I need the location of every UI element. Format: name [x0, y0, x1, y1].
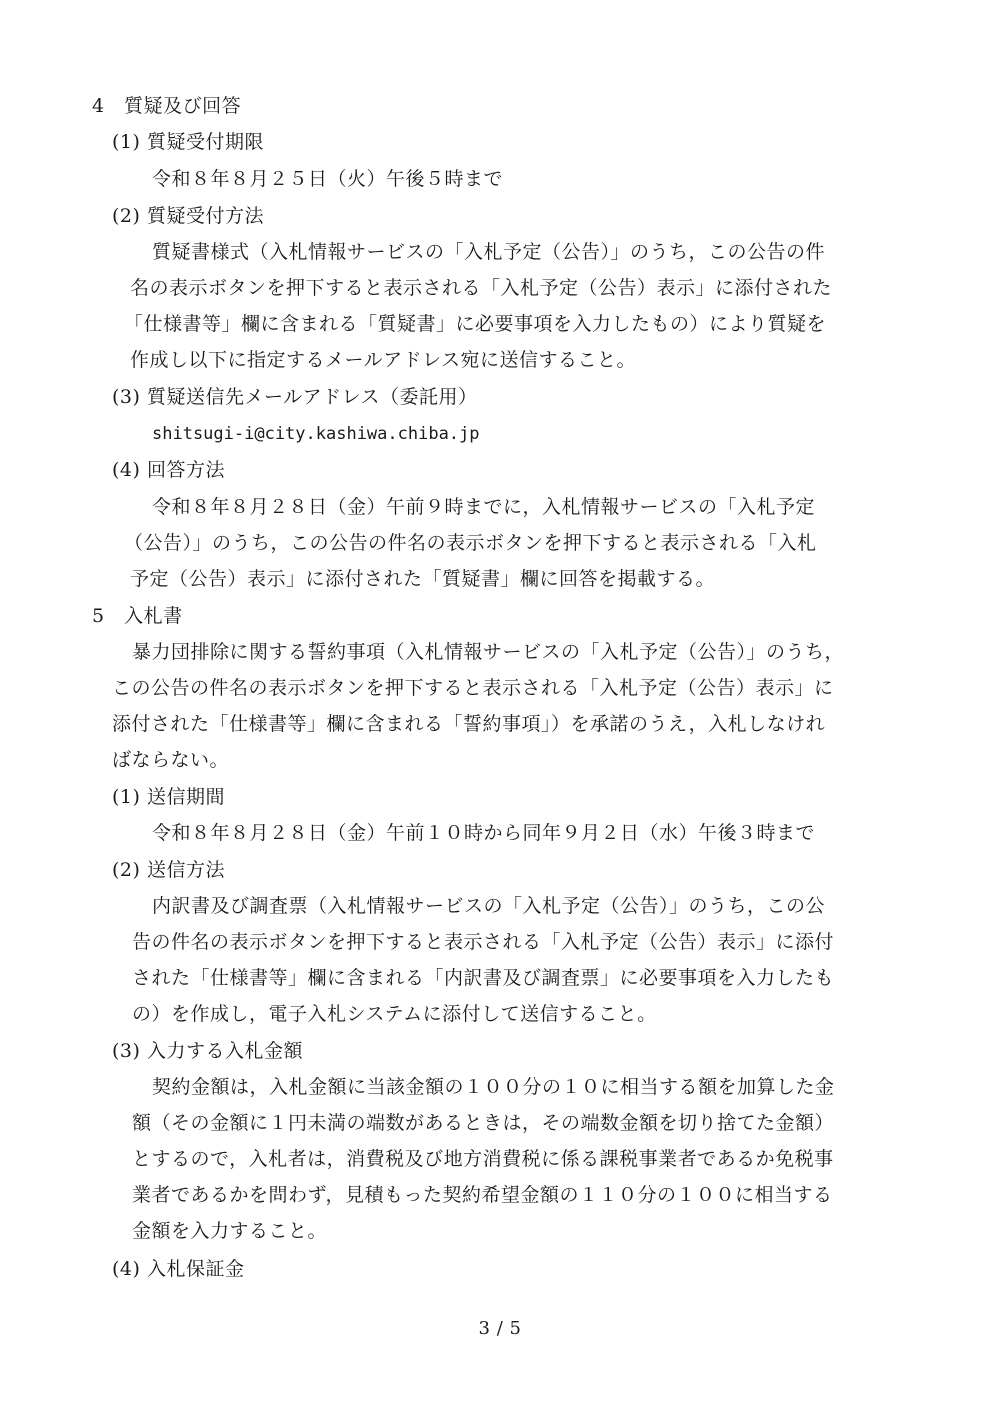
section-5-item-3-line: 業者であるかを問わず，見積もった契約希望金額の１１０分の１００に相当する [132, 1184, 833, 1206]
section-5-item-2-line: 内訳書及び調査票（入札情報サービスの「入札予定（公告）」のうち，この公 [152, 895, 826, 917]
section-5-item-2-line: の）を作成し，電子入札システムに添付して送信すること。 [132, 1003, 657, 1025]
section-5-heading: 5 入札書 [92, 605, 183, 627]
section-4-item-2-line: 「仕様書等」欄に含まれる「質疑書」に必要事項を入力したもの）により質疑を [124, 313, 827, 335]
section-4-heading: 4 質疑及び回答 [92, 95, 242, 117]
section-4-item-4-line: 予定（公告）表示」に添付された「質疑書」欄に回答を掲載する。 [130, 568, 716, 590]
section-4-item-1-label: (1) 質疑受付期限 [112, 131, 264, 153]
section-4-item-2-line: 名の表示ボタンを押下すると表示される「入札予定（公告）表示」に添付された [130, 277, 833, 299]
section-5-item-3-line: 額（その金額に１円未満の端数があるときは，その端数金額を切り捨てた金額） [132, 1112, 835, 1134]
section-4-item-2-label: (2) 質疑受付方法 [112, 205, 264, 227]
section-5-item-3-label: (3) 入力する入札金額 [112, 1040, 303, 1062]
section-5-intro-line: 暴力団排除に関する誓約事項（入札情報サービスの「入札予定（公告）」のうち， [132, 641, 845, 663]
section-5-intro-line: 添付された「仕様書等」欄に含まれる「誓約事項」）を承諾のうえ，入札しなけれ [112, 713, 826, 735]
email-address: shitsugi-i@city.kashiwa.chiba.jp [152, 424, 480, 444]
section-5-item-3-line: 金額を入力すること。 [132, 1220, 328, 1242]
section-4-item-2-line: 質疑書様式（入札情報サービスの「入札予定（公告）」のうち，この公告の件 [152, 241, 826, 263]
section-5-item-4-label: (4) 入札保証金 [112, 1258, 245, 1280]
section-4-item-4-line: （公告）」のうち，この公告の件名の表示ボタンを押下すると表示される「入札 [124, 532, 817, 554]
section-4-item-4-label: (4) 回答方法 [112, 459, 225, 481]
section-5-item-1-body: 令和８年８月２８日（金）午前１０時から同年９月２日（水）午後３時まで [152, 822, 816, 844]
section-5-intro-line: ばならない。 [112, 749, 230, 771]
section-5-item-2-line: された「仕様書等」欄に含まれる「内訳書及び調査票」に必要事項を入力したも [132, 967, 835, 989]
page-number: 3 / 5 [478, 1318, 522, 1339]
section-4-item-2-line: 作成し以下に指定するメールアドレス宛に送信すること。 [130, 349, 637, 371]
section-5-item-3-line: とするので，入札者は，消費税及び地方消費税に係る課税事業者であるか免税事 [132, 1148, 834, 1170]
section-5-item-3-line: 契約金額は，入札金額に当該金額の１００分の１０に相当する額を加算した金 [152, 1076, 835, 1098]
section-5-intro-line: この公告の件名の表示ボタンを押下すると表示される「入札予定（公告）表示」に [112, 677, 834, 699]
section-4-item-3-label: (3) 質疑送信先メールアドレス（委託用） [112, 386, 478, 408]
section-4-item-4-line: 令和８年８月２８日（金）午前９時までに，入札情報サービスの「入札予定 [152, 496, 816, 518]
section-5-item-2-line: 告の件名の表示ボタンを押下すると表示される「入札予定（公告）表示」に添付 [132, 931, 835, 953]
section-5-item-1-label: (1) 送信期間 [112, 786, 225, 808]
section-4-item-1-body: 令和８年８月２５日（火）午後５時まで [152, 168, 504, 190]
section-5-item-2-label: (2) 送信方法 [112, 859, 225, 881]
